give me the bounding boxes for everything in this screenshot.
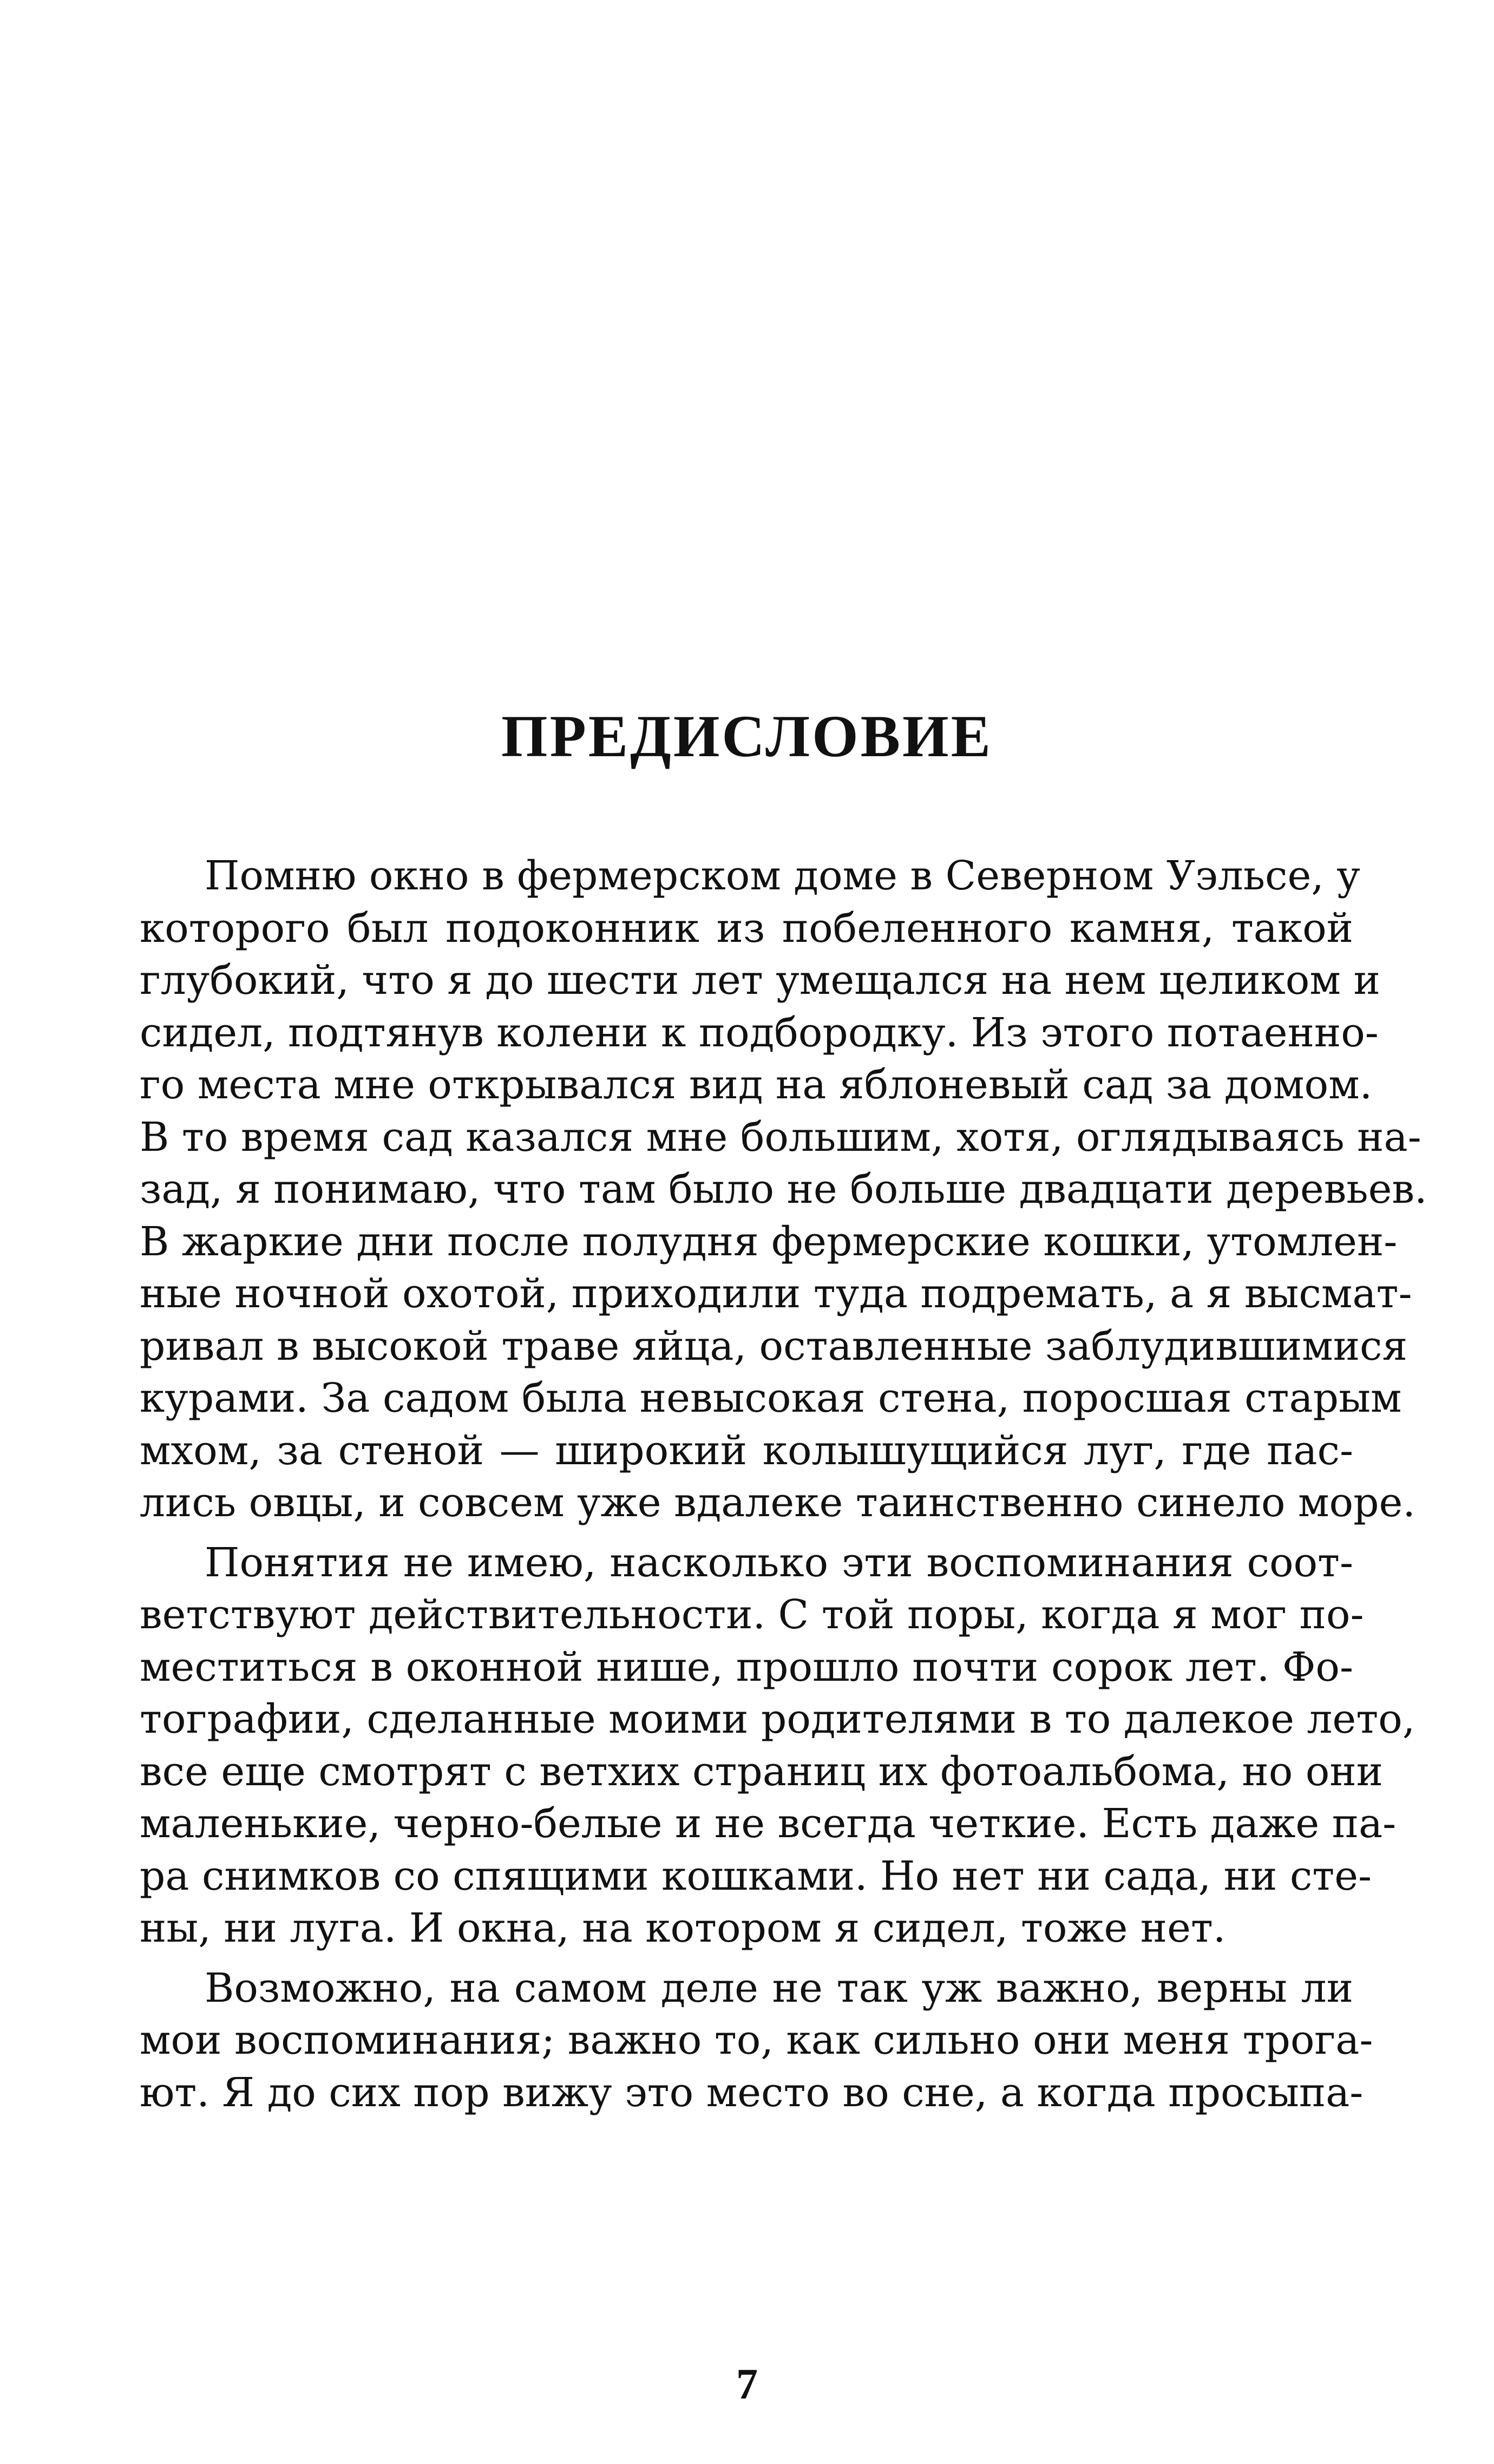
text-line: меститься в оконной нише, прошло почти сорок лет. Фо- xyxy=(140,1643,1353,1690)
text-line: В жаркие дни после полудня фермерские кошки, утомлен- xyxy=(140,1218,1398,1265)
text-line: ветствуют действительности. С той поры, когда я мог по- xyxy=(140,1591,1364,1638)
text-line: ют. Я до сих пор вижу это место во сне, а когда просыпа- xyxy=(140,2069,1364,2116)
text-line: В то время сад казался мне большим, хотя, оглядываясь на- xyxy=(140,1113,1421,1161)
text-line: которого был подоконник из побеленного камня, такой xyxy=(140,905,1353,952)
text-line: курами. За садом была невысокая стена, поросшая старым xyxy=(140,1375,1402,1421)
text-line: го места мне открывался вид на яблоневый сад за домом. xyxy=(140,1061,1373,1108)
text-line: Понятия не имею, насколько эти воспоминания соот- xyxy=(205,1539,1353,1586)
text-line: ра снимков со спящими кошками. Но нет ни сада, ни сте- xyxy=(140,1852,1372,1899)
paragraph-3 xyxy=(140,1962,1373,2119)
body-text xyxy=(140,850,1427,2119)
chapter-title: ПРЕДИСЛОВИЕ xyxy=(501,703,993,769)
text-line: все еще смотрят с ветхих страниц их фотоальбома, но они xyxy=(140,1748,1383,1795)
text-line: тографии, сделанные моими родителями в то далекое лето, xyxy=(140,1696,1416,1742)
paragraph-gap xyxy=(140,1529,1353,1537)
paragraph-1 xyxy=(140,850,1427,1529)
text-line: маленькие, черно-белые и не всегда четкие. Есть даже па- xyxy=(140,1800,1397,1847)
text-line: зад, я понимаю, что там было не больше двадцати деревьев. xyxy=(140,1166,1427,1213)
text-line: Помню окно в фермерском доме в Северном Уэльсе, у xyxy=(205,853,1360,899)
text-line: ные ночной охотой, приходили туда подремать, а я высмат- xyxy=(140,1270,1412,1317)
paragraph-2 xyxy=(140,1537,1416,1955)
text-line: ны, ни луга. И окна, на котором я сидел, тоже нет. xyxy=(140,1905,1226,1951)
text-line: лись овцы, и совсем уже вдалеке таинственно синело море. xyxy=(140,1479,1416,1526)
text-line: глубокий, что я до шести лет умещался на нем целиком и xyxy=(140,957,1380,1004)
text-line: Возможно, на самом деле не так уж важно, верны ли xyxy=(205,1964,1353,2011)
text-line: ривал в высокой траве яйца, оставленные заблудившимися xyxy=(140,1322,1408,1369)
page-number: 7 xyxy=(736,2361,758,2408)
text-line: мои воспоминания; важно то, как сильно они меня трога- xyxy=(140,2017,1373,2063)
text-line: мхом, за стеной — широкий колышущийся луг, где пас- xyxy=(140,1427,1353,1474)
paragraph-gap xyxy=(140,1955,1353,1962)
text-line: сидел, подтянув колени к подбородку. Из этого потаенно- xyxy=(140,1009,1379,1056)
